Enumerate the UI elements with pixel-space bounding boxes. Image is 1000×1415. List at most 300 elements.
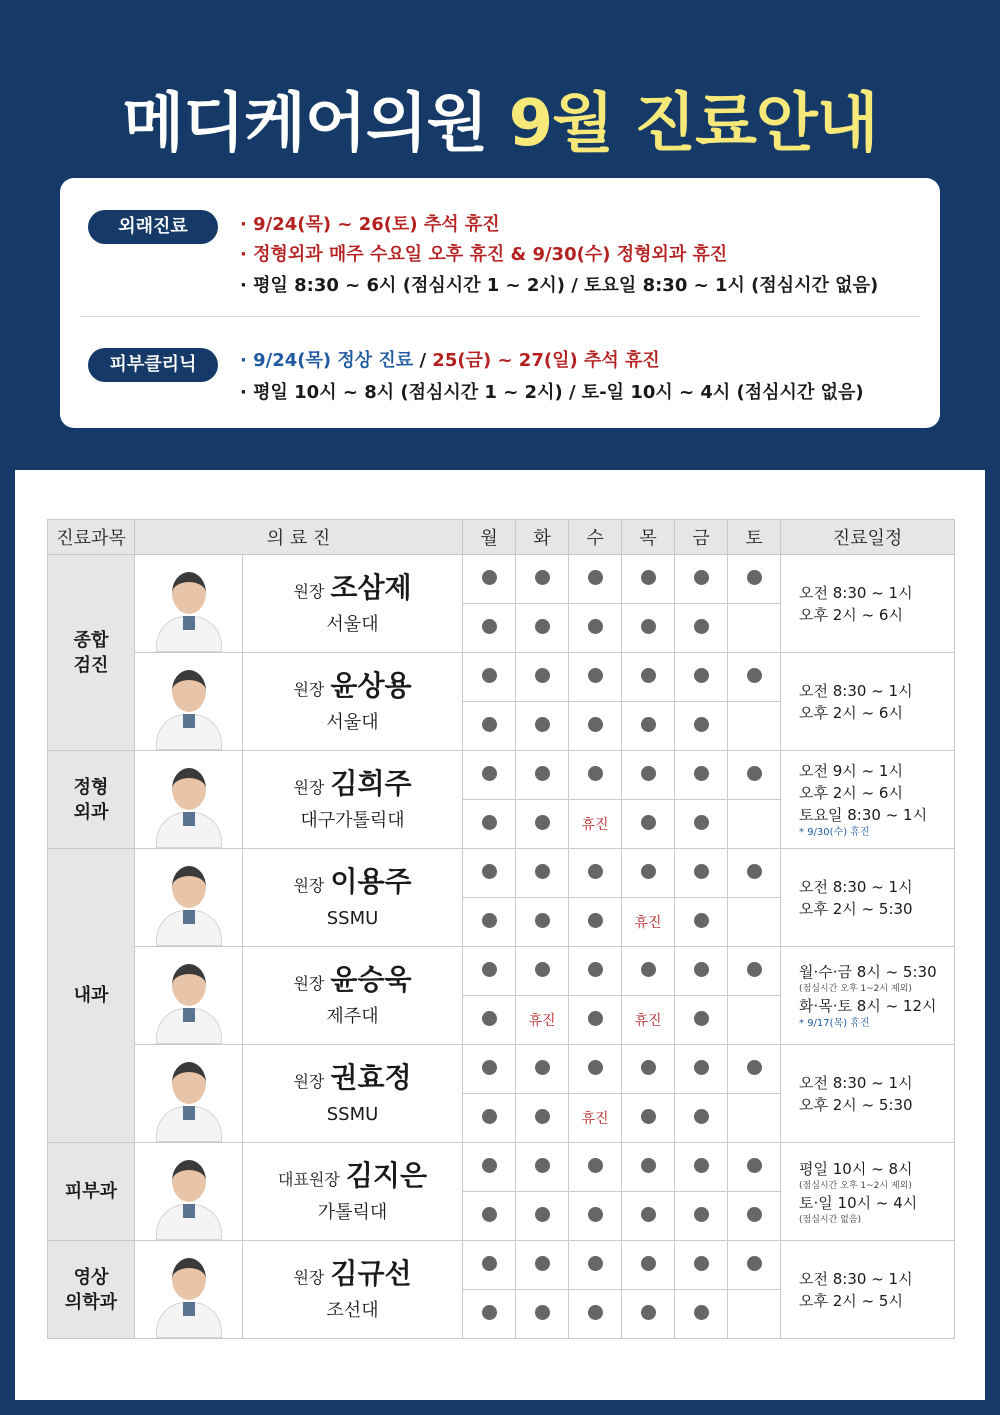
open-dot-icon [482, 668, 497, 683]
open-dot-icon [694, 1158, 709, 1173]
schedule-line: 오전 9시 ~ 1시 [799, 761, 903, 780]
schedule-line: 오후 2시 ~ 6시 [799, 703, 903, 722]
open-dot-icon [747, 1256, 762, 1271]
doctor-name: 이용주 [330, 864, 412, 898]
open-dot-icon [535, 570, 550, 585]
skin-clinic-badge: 피부클리닉 [88, 348, 218, 382]
doctor-school: SSMU [326, 1103, 379, 1125]
slot-mon-am [463, 555, 516, 604]
open-dot-icon [535, 619, 550, 634]
slot-fri-am [675, 849, 728, 898]
slot-sat-pm [728, 1192, 781, 1241]
outpatient-badge: 외래진료 [88, 210, 218, 244]
slot-wed-am [569, 751, 622, 800]
skin-line-1-closed: 25(금) ~ 27(일) 추석 휴진 [432, 350, 660, 371]
open-dot-icon [535, 1305, 550, 1320]
slot-wed-am [569, 653, 622, 702]
skin-line-1-normal: · 9/24(목) 정상 진료 [240, 350, 414, 371]
schedule-time-cell [781, 653, 955, 751]
open-dot-icon [641, 668, 656, 683]
schedule-time-cell [781, 1143, 955, 1241]
slot-sat-am [728, 947, 781, 996]
doctor-1-am-row [48, 653, 955, 702]
slot-sat-pm [728, 1094, 781, 1143]
dept-cell: 피부과 [48, 1143, 135, 1241]
open-dot-icon [694, 570, 709, 585]
slot-wed-am [569, 1241, 622, 1290]
slot-sat-am [728, 751, 781, 800]
skin-line-2: · 평일 10시 ~ 8시 (점심시간 1 ~ 2시) / 토-일 10시 ~ 4시 (점심시간 없음) [240, 382, 864, 403]
slot-tue-am [516, 653, 569, 702]
doctor-7-am-row [48, 1241, 955, 1290]
slot-mon-am [463, 1241, 516, 1290]
slot-mon-pm [463, 1094, 516, 1143]
open-dot-icon [482, 962, 497, 977]
open-dot-icon [482, 717, 497, 732]
schedule-note: * 9/30(수) 휴진 [799, 826, 870, 838]
schedule-small-note-2: (점심시간 없음) [799, 1214, 862, 1225]
open-dot-icon [694, 962, 709, 977]
schedule-time-cell [781, 1045, 955, 1143]
doctor-name: 조삼제 [330, 570, 412, 604]
open-dot-icon [747, 766, 762, 781]
slot-mon-pm [463, 1192, 516, 1241]
schedule-line: 오전 8:30 ~ 1시 [799, 1269, 913, 1288]
slot-thu-pm [622, 1094, 675, 1143]
notice-divider [80, 316, 920, 317]
slot-mon-am [463, 751, 516, 800]
slot-fri-pm [675, 604, 728, 653]
doctor-photo [135, 1045, 243, 1143]
header-dept: 진료과목 [48, 520, 135, 555]
doctor-school: SSMU [326, 907, 379, 929]
header-wed: 수 [569, 520, 622, 555]
open-dot-icon [694, 864, 709, 879]
open-dot-icon [535, 1207, 550, 1222]
notice-box [60, 178, 940, 428]
doctor-name: 김규선 [330, 1256, 412, 1290]
open-dot-icon [694, 913, 709, 928]
slot-tue-am [516, 1045, 569, 1094]
doctor-2-am-row [48, 751, 955, 800]
slot-sat-pm [728, 604, 781, 653]
slot-fri-am [675, 1241, 728, 1290]
slot-wed-pm [569, 898, 622, 947]
slot-tue-pm [516, 702, 569, 751]
slot-wed-am [569, 1045, 622, 1094]
doctor-avatar-icon [156, 1154, 222, 1240]
open-dot-icon [482, 570, 497, 585]
slot-sat-pm [728, 800, 781, 849]
slot-tue-pm [516, 1192, 569, 1241]
closed-label: 휴진 [581, 1111, 609, 1127]
schedule-line: 오후 2시 ~ 5:30 [799, 899, 913, 918]
slot-thu-pm [622, 604, 675, 653]
open-dot-icon [588, 570, 603, 585]
doctor-school: 서울대 [326, 711, 379, 733]
doctor-name: 권효정 [330, 1060, 412, 1094]
open-dot-icon [641, 1256, 656, 1271]
doctor-photo [135, 1241, 243, 1339]
slot-fri-pm [675, 1290, 728, 1339]
doctor-school: 조선대 [326, 1299, 379, 1321]
open-dot-icon [588, 1158, 603, 1173]
doctor-avatar-icon [156, 566, 222, 652]
slot-mon-am [463, 653, 516, 702]
open-dot-icon [535, 815, 550, 830]
open-dot-icon [694, 1011, 709, 1026]
slot-wed-am [569, 555, 622, 604]
open-dot-icon [588, 962, 603, 977]
open-dot-icon [535, 1109, 550, 1124]
slot-wed-am [569, 849, 622, 898]
slot-fri-pm [675, 898, 728, 947]
open-dot-icon [588, 1256, 603, 1271]
doctor-name-cell [243, 1045, 463, 1143]
slot-sat-pm [728, 702, 781, 751]
slot-mon-pm [463, 800, 516, 849]
slot-wed-pm [569, 996, 622, 1045]
header-tue: 화 [516, 520, 569, 555]
dept-cell: 내과 [48, 849, 135, 1143]
doctor-photo [135, 751, 243, 849]
open-dot-icon [694, 1109, 709, 1124]
doctor-avatar-icon [156, 762, 222, 848]
skin-line-1-sep: / [413, 350, 433, 371]
slot-thu-pm [622, 702, 675, 751]
open-dot-icon [535, 1060, 550, 1075]
slot-mon-am [463, 1143, 516, 1192]
open-dot-icon [694, 1256, 709, 1271]
schedule-line: 오전 8:30 ~ 1시 [799, 877, 913, 896]
dept-cell: 영상 의학과 [48, 1241, 135, 1339]
doctor-photo [135, 653, 243, 751]
slot-mon-pm [463, 898, 516, 947]
schedule-time-cell [781, 1241, 955, 1339]
doctor-role: 원장 [293, 1071, 325, 1091]
slot-fri-pm [675, 1094, 728, 1143]
open-dot-icon [588, 619, 603, 634]
schedule-line: 토·일 10시 ~ 4시 [799, 1193, 918, 1212]
open-dot-icon [747, 962, 762, 977]
schedule-time-cell [781, 555, 955, 653]
doctor-name-cell [243, 947, 463, 1045]
slot-tue-pm [516, 1290, 569, 1339]
slot-thu-am [622, 555, 675, 604]
slot-wed-pm [569, 1290, 622, 1339]
slot-sat-am [728, 1045, 781, 1094]
doctor-name: 김지은 [345, 1158, 427, 1192]
slot-thu-am [622, 1143, 675, 1192]
open-dot-icon [482, 1060, 497, 1075]
title-highlight: 9월 진료안내 [508, 87, 878, 161]
doctor-role: 원장 [293, 875, 325, 895]
schedule-line: 월·수·금 8시 ~ 5:30 [799, 962, 937, 981]
slot-mon-am [463, 947, 516, 996]
open-dot-icon [747, 1060, 762, 1075]
slot-fri-pm [675, 800, 728, 849]
doctor-avatar-icon [156, 1056, 222, 1142]
slot-mon-pm [463, 702, 516, 751]
open-dot-icon [535, 864, 550, 879]
schedule-line: 화·목·토 8시 ~ 12시 [799, 996, 937, 1015]
doctor-avatar-icon [156, 860, 222, 946]
slot-wed-pm [569, 1192, 622, 1241]
slot-sat-am [728, 849, 781, 898]
slot-thu-pm [622, 1192, 675, 1241]
open-dot-icon [641, 570, 656, 585]
slot-wed-am [569, 947, 622, 996]
open-dot-icon [588, 717, 603, 732]
closed-label: 휴진 [581, 817, 609, 833]
slot-fri-am [675, 653, 728, 702]
doctor-role: 원장 [293, 1267, 325, 1287]
doctor-6-am-row [48, 1143, 955, 1192]
schedule-line: 토요일 8:30 ~ 1시 [799, 805, 928, 824]
open-dot-icon [694, 619, 709, 634]
slot-fri-pm [675, 702, 728, 751]
slot-tue-am [516, 947, 569, 996]
open-dot-icon [482, 913, 497, 928]
open-dot-icon [641, 619, 656, 634]
slot-mon-am [463, 1045, 516, 1094]
open-dot-icon [588, 766, 603, 781]
open-dot-icon [535, 668, 550, 683]
slot-thu-am [622, 947, 675, 996]
open-dot-icon [482, 815, 497, 830]
doctor-photo [135, 849, 243, 947]
schedule-line: 오전 8:30 ~ 1시 [799, 681, 913, 700]
open-dot-icon [641, 717, 656, 732]
outpatient-line-3: · 평일 8:30 ~ 6시 (점심시간 1 ~ 2시) / 토요일 8:30 ~ 1시 (점심시간 없음) [240, 275, 879, 296]
open-dot-icon [694, 1207, 709, 1222]
slot-wed-pm [569, 604, 622, 653]
dept-cell: 정형 외과 [48, 751, 135, 849]
doctor-photo [135, 555, 243, 653]
header-fri: 금 [675, 520, 728, 555]
slot-mon-am [463, 849, 516, 898]
schedule-line: 오후 2시 ~ 5:30 [799, 1095, 913, 1114]
open-dot-icon [747, 1158, 762, 1173]
open-dot-icon [588, 1305, 603, 1320]
outpatient-line-2: · 정형외과 매주 수요일 오후 휴진 & 9/30(수) 정형외과 휴진 [240, 244, 728, 265]
closed-label: 휴진 [634, 915, 662, 931]
open-dot-icon [641, 1060, 656, 1075]
slot-tue-am [516, 555, 569, 604]
doctor-5-am-row [48, 1045, 955, 1094]
open-dot-icon [641, 815, 656, 830]
schedule-small-note: (점심시간 오후 1~2시 제외) [799, 983, 912, 994]
open-dot-icon [482, 1011, 497, 1026]
doctor-name: 김희주 [330, 766, 412, 800]
header-mon: 월 [463, 520, 516, 555]
doctor-role: 대표원장 [278, 1169, 340, 1189]
slot-fri-am [675, 1045, 728, 1094]
doctor-name-cell [243, 751, 463, 849]
clinic-name: 메디케어의원 [122, 87, 488, 161]
open-dot-icon [588, 913, 603, 928]
slot-tue-am [516, 1241, 569, 1290]
schedule-time-cell [781, 947, 955, 1045]
slot-sat-am [728, 555, 781, 604]
skin-line-1 [240, 346, 660, 372]
doctor-avatar-icon [156, 1252, 222, 1338]
schedule-table [47, 519, 955, 1339]
open-dot-icon [694, 1060, 709, 1075]
open-dot-icon [694, 1305, 709, 1320]
open-dot-icon [641, 1207, 656, 1222]
open-dot-icon [641, 864, 656, 879]
open-dot-icon [694, 815, 709, 830]
slot-mon-pm [463, 996, 516, 1045]
slot-fri-am [675, 947, 728, 996]
slot-fri-am [675, 751, 728, 800]
slot-fri-pm [675, 1192, 728, 1241]
slot-thu-am [622, 1241, 675, 1290]
slot-wed-pm [569, 702, 622, 751]
open-dot-icon [535, 1158, 550, 1173]
schedule-line: 오후 2시 ~ 6시 [799, 605, 903, 624]
closed-label: 휴진 [634, 1013, 662, 1029]
dept-cell: 종합 검진 [48, 555, 135, 751]
open-dot-icon [641, 1109, 656, 1124]
slot-tue-pm [516, 604, 569, 653]
slot-thu-pm [622, 898, 675, 947]
doctor-school: 제주대 [326, 1005, 379, 1027]
open-dot-icon [482, 766, 497, 781]
open-dot-icon [588, 668, 603, 683]
open-dot-icon [482, 619, 497, 634]
schedule-time-cell [781, 849, 955, 947]
slot-sat-am [728, 653, 781, 702]
schedule-note: * 9/17(목) 휴진 [799, 1017, 870, 1029]
schedule-line: 오전 8:30 ~ 1시 [799, 1073, 913, 1092]
open-dot-icon [535, 1256, 550, 1271]
open-dot-icon [535, 717, 550, 732]
open-dot-icon [482, 1109, 497, 1124]
slot-sat-pm [728, 898, 781, 947]
open-dot-icon [588, 1207, 603, 1222]
table-header-row [48, 520, 955, 555]
header-schedule: 진료일정 [781, 520, 955, 555]
slot-mon-pm [463, 1290, 516, 1339]
open-dot-icon [588, 1011, 603, 1026]
doctor-role: 원장 [293, 581, 325, 601]
doctor-photo [135, 947, 243, 1045]
slot-mon-pm [463, 604, 516, 653]
open-dot-icon [747, 1207, 762, 1222]
open-dot-icon [535, 913, 550, 928]
slot-sat-pm [728, 1290, 781, 1339]
doctor-4-am-row [48, 947, 955, 996]
open-dot-icon [588, 1060, 603, 1075]
open-dot-icon [482, 1158, 497, 1173]
slot-sat-pm [728, 996, 781, 1045]
doctor-avatar-icon [156, 958, 222, 1044]
open-dot-icon [482, 1256, 497, 1271]
slot-tue-am [516, 849, 569, 898]
doctor-role: 원장 [293, 679, 325, 699]
doctor-school: 대구가톨릭대 [300, 809, 405, 831]
schedule-time-cell [781, 751, 955, 849]
open-dot-icon [588, 864, 603, 879]
doctor-role: 원장 [293, 777, 325, 797]
slot-wed-am [569, 1143, 622, 1192]
header-sat: 토 [728, 520, 781, 555]
doctor-school: 서울대 [326, 613, 379, 635]
doctor-0-am-row [48, 555, 955, 604]
schedule-small-note: (점심시간 오후 1~2시 제외) [799, 1180, 912, 1191]
doctor-name-cell [243, 1143, 463, 1241]
open-dot-icon [641, 766, 656, 781]
slot-thu-am [622, 849, 675, 898]
schedule-line: 평일 10시 ~ 8시 [799, 1159, 913, 1178]
open-dot-icon [535, 766, 550, 781]
header-thu: 목 [622, 520, 675, 555]
open-dot-icon [482, 1305, 497, 1320]
open-dot-icon [747, 864, 762, 879]
closed-label: 휴진 [528, 1013, 556, 1029]
page-title [0, 72, 1000, 164]
open-dot-icon [694, 766, 709, 781]
doctor-name-cell [243, 849, 463, 947]
open-dot-icon [694, 668, 709, 683]
doctor-role: 원장 [293, 973, 325, 993]
open-dot-icon [747, 570, 762, 585]
slot-fri-pm [675, 996, 728, 1045]
slot-sat-am [728, 1143, 781, 1192]
header-staff: 의 료 진 [135, 520, 463, 555]
slot-thu-pm [622, 996, 675, 1045]
slot-fri-am [675, 555, 728, 604]
schedule-line: 오전 8:30 ~ 1시 [799, 583, 913, 602]
slot-wed-pm [569, 800, 622, 849]
open-dot-icon [641, 962, 656, 977]
slot-tue-pm [516, 1094, 569, 1143]
open-dot-icon [535, 962, 550, 977]
slot-tue-pm [516, 996, 569, 1045]
doctor-avatar-icon [156, 664, 222, 750]
slot-tue-pm [516, 800, 569, 849]
open-dot-icon [482, 1207, 497, 1222]
doctor-name: 윤승욱 [330, 962, 412, 996]
open-dot-icon [694, 717, 709, 732]
slot-thu-am [622, 751, 675, 800]
open-dot-icon [641, 1305, 656, 1320]
open-dot-icon [641, 1158, 656, 1173]
slot-tue-am [516, 751, 569, 800]
slot-thu-am [622, 1045, 675, 1094]
doctor-name: 윤상용 [330, 668, 412, 702]
doctor-name-cell [243, 1241, 463, 1339]
doctor-school: 가톨릭대 [317, 1201, 388, 1223]
slot-wed-pm [569, 1094, 622, 1143]
doctor-3-am-row [48, 849, 955, 898]
open-dot-icon [747, 668, 762, 683]
outpatient-line-1: · 9/24(목) ~ 26(토) 추석 휴진 [240, 214, 500, 235]
schedule-line: 오후 2시 ~ 5시 [799, 1291, 903, 1310]
schedule-line: 오후 2시 ~ 6시 [799, 783, 903, 802]
doctor-photo [135, 1143, 243, 1241]
slot-tue-pm [516, 898, 569, 947]
slot-thu-am [622, 653, 675, 702]
slot-fri-am [675, 1143, 728, 1192]
doctor-name-cell [243, 555, 463, 653]
doctor-name-cell [243, 653, 463, 751]
slot-sat-am [728, 1241, 781, 1290]
slot-thu-pm [622, 1290, 675, 1339]
slot-tue-am [516, 1143, 569, 1192]
